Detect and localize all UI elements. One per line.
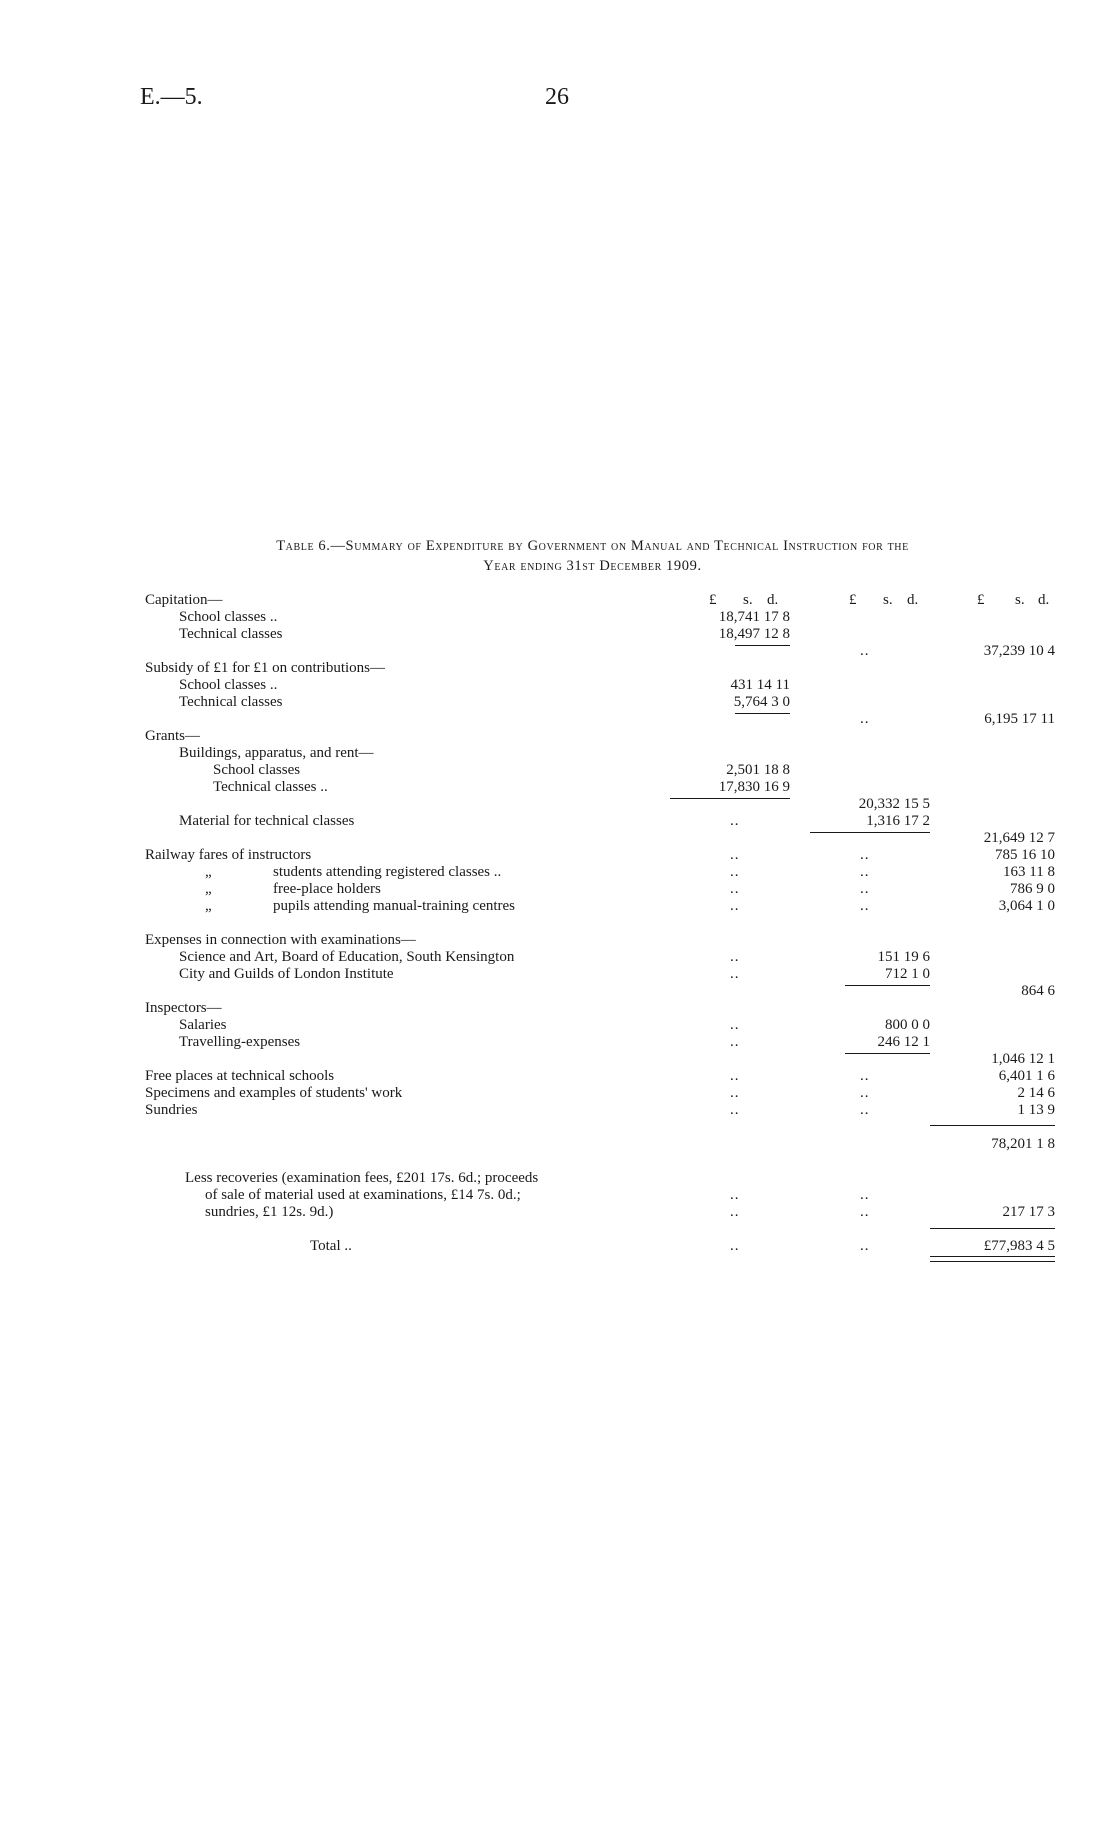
pence-heading: d. (1038, 592, 1050, 608)
sum-rule (845, 985, 930, 986)
dots: .. (860, 1204, 870, 1220)
pence-heading: d. (907, 592, 919, 608)
table-row (145, 1221, 1055, 1238)
amount: 18,497 12 8 (718, 626, 790, 642)
row-label: School classes .. (179, 609, 278, 625)
dots: .. (730, 966, 740, 982)
dots: .. (860, 864, 870, 880)
row-label: Inspectors— (145, 1000, 222, 1016)
table-row (145, 745, 1055, 762)
grand-total: £77,983 4 5 (983, 1238, 1055, 1254)
table-row (145, 847, 1055, 864)
table-row (145, 1034, 1055, 1051)
amount: 37,239 10 4 (983, 643, 1055, 659)
amount: 3,064 1 0 (998, 898, 1055, 914)
amount: 78,201 1 8 (991, 1136, 1055, 1152)
dots: .. (730, 949, 740, 965)
ditto-mark: „ (205, 898, 212, 914)
spacer (145, 915, 1055, 932)
row-label: Subsidy of £1 for £1 on contributions— (145, 660, 385, 676)
sum-rule (735, 645, 790, 646)
dots: .. (730, 881, 740, 897)
dots: .. (860, 1068, 870, 1084)
pound-heading: £ (977, 592, 985, 608)
expenditure-table (145, 592, 1055, 1272)
amount: 20,332 15 5 (858, 796, 930, 812)
amount: 21,649 12 7 (983, 830, 1055, 846)
dots: .. (860, 711, 870, 727)
amount: 17,830 16 9 (718, 779, 790, 795)
table-row (145, 1000, 1055, 1017)
amount: 18,741 17 8 (718, 609, 790, 625)
table-row (145, 711, 1055, 728)
sum-rule (930, 1125, 1055, 1126)
row-label: free-place holders (273, 881, 381, 897)
table-row (145, 779, 1055, 796)
amount: 217 17 3 (1002, 1204, 1055, 1220)
dots: .. (860, 1085, 870, 1101)
table-row (145, 1068, 1055, 1085)
amount: 6,195 17 11 (984, 711, 1055, 727)
amount: 1 13 9 (1017, 1102, 1055, 1118)
sum-rule (735, 713, 790, 714)
table-row (145, 762, 1055, 779)
row-label: Technical classes (179, 626, 283, 642)
row-label: sundries, £1 12s. 9d.) (205, 1204, 334, 1220)
amount: 1,316 17 2 (866, 813, 930, 829)
pound-heading: £ (849, 592, 857, 608)
double-rule (930, 1256, 1055, 1262)
table-row (145, 1102, 1055, 1119)
dots: .. (860, 898, 870, 914)
amount: 6,401 1 6 (998, 1068, 1055, 1084)
table-row (145, 1119, 1055, 1136)
dots: .. (730, 898, 740, 914)
table-title-line-1: Table 6.—Summary of Expenditure by Government on Manual and Technical Instruction for the (276, 538, 909, 554)
row-label: Railway fares of instructors (145, 847, 312, 863)
table-row (145, 813, 1055, 830)
pence-heading: d. (767, 592, 779, 608)
page-number: 26 (545, 84, 569, 110)
table-row (145, 1187, 1055, 1204)
dots: .. (730, 864, 740, 880)
dots: .. (730, 1017, 740, 1033)
sum-rule (845, 1053, 930, 1054)
row-label: School classes (213, 762, 301, 778)
row-label: Free places at technical schools (145, 1068, 335, 1084)
table-row (145, 830, 1055, 847)
sum-rule (670, 798, 790, 799)
row-label: Grants— (145, 728, 200, 744)
table-row (145, 983, 1055, 1000)
table-row (145, 643, 1055, 660)
dots: .. (730, 1085, 740, 1101)
table-row (145, 728, 1055, 745)
table-row (145, 1255, 1055, 1272)
amount: 246 12 1 (877, 1034, 930, 1050)
amount: 864 6 (1021, 983, 1055, 999)
table-row (145, 1051, 1055, 1068)
dots: .. (730, 1034, 740, 1050)
table-row (145, 1017, 1055, 1034)
page-code: E.—5. (140, 84, 203, 110)
amount: 5,764 3 0 (733, 694, 790, 710)
dots: .. (730, 1204, 740, 1220)
row-label: School classes .. (179, 677, 278, 693)
table-row (145, 864, 1055, 881)
row-label: Buildings, apparatus, and rent— (179, 745, 374, 761)
sum-rule (810, 832, 930, 833)
table-row (145, 796, 1055, 813)
row-label: Expenses in connection with examinations— (145, 932, 416, 948)
table-row (145, 1136, 1055, 1153)
ditto-mark: „ (205, 864, 212, 880)
amount: 800 0 0 (885, 1017, 930, 1033)
table-row (145, 1085, 1055, 1102)
shilling-heading: s. (743, 592, 753, 608)
dots: .. (730, 1238, 740, 1254)
dots: .. (860, 1238, 870, 1254)
ditto-mark: „ (205, 881, 212, 897)
table-title (150, 536, 1035, 576)
row-label: Technical classes .. (213, 779, 328, 795)
amount: 785 16 10 (995, 847, 1055, 863)
row-label: Science and Art, Board of Education, South Kensington (179, 949, 515, 965)
row-label: Technical classes (179, 694, 283, 710)
table-row (145, 660, 1055, 677)
pound-heading: £ (709, 592, 717, 608)
dots: .. (730, 1102, 740, 1118)
table-title-line-2: Year ending 31st December 1909. (483, 558, 702, 574)
dots: .. (860, 643, 870, 659)
table-row (145, 1204, 1055, 1221)
dots: .. (860, 1187, 870, 1203)
amount: 1,046 12 1 (991, 1051, 1055, 1067)
dots: .. (860, 1102, 870, 1118)
table-row (145, 1238, 1055, 1255)
table-row (145, 694, 1055, 711)
dots: .. (730, 813, 740, 829)
dots: .. (860, 847, 870, 863)
table-row (145, 949, 1055, 966)
amount: 786 9 0 (1010, 881, 1055, 897)
row-label: Capitation— (145, 592, 223, 608)
dots: .. (730, 847, 740, 863)
amount: 163 11 8 (1003, 864, 1055, 880)
dots: .. (730, 1187, 740, 1203)
amount: 2,501 18 8 (726, 762, 790, 778)
amount: 151 19 6 (877, 949, 930, 965)
table-row (145, 626, 1055, 643)
row-label: pupils attending manual-training centres (273, 898, 516, 914)
table-row (145, 1170, 1055, 1187)
table-row (145, 932, 1055, 949)
amount: 712 1 0 (885, 966, 930, 982)
table-row (145, 898, 1055, 915)
dots: .. (730, 1068, 740, 1084)
shilling-heading: s. (1015, 592, 1025, 608)
row-label: Material for technical classes (179, 813, 355, 829)
total-label: Total .. (310, 1238, 352, 1254)
table-row (145, 881, 1055, 898)
row-label: Sundries (145, 1102, 198, 1118)
row-label: City and Guilds of London Institute (179, 966, 394, 982)
amount: 431 14 11 (730, 677, 790, 693)
amount: 2 14 6 (1017, 1085, 1055, 1101)
table-row (145, 609, 1055, 626)
table-row (145, 677, 1055, 694)
row-label: students attending registered classes .. (273, 864, 502, 880)
table-row (145, 592, 1055, 609)
row-label: Less recoveries (examination fees, £201 17s. 6d.; proceeds (185, 1170, 539, 1186)
spacer (145, 1153, 1055, 1170)
dots: .. (860, 881, 870, 897)
row-label: Specimens and examples of students' work (145, 1085, 403, 1101)
row-label: Travelling-expenses (179, 1034, 301, 1050)
row-label: of sale of material used at examinations, £14 7s. 0d.; (205, 1187, 521, 1203)
row-label: Salaries (179, 1017, 227, 1033)
table-row (145, 966, 1055, 983)
shilling-heading: s. (883, 592, 893, 608)
sum-rule (930, 1228, 1055, 1229)
